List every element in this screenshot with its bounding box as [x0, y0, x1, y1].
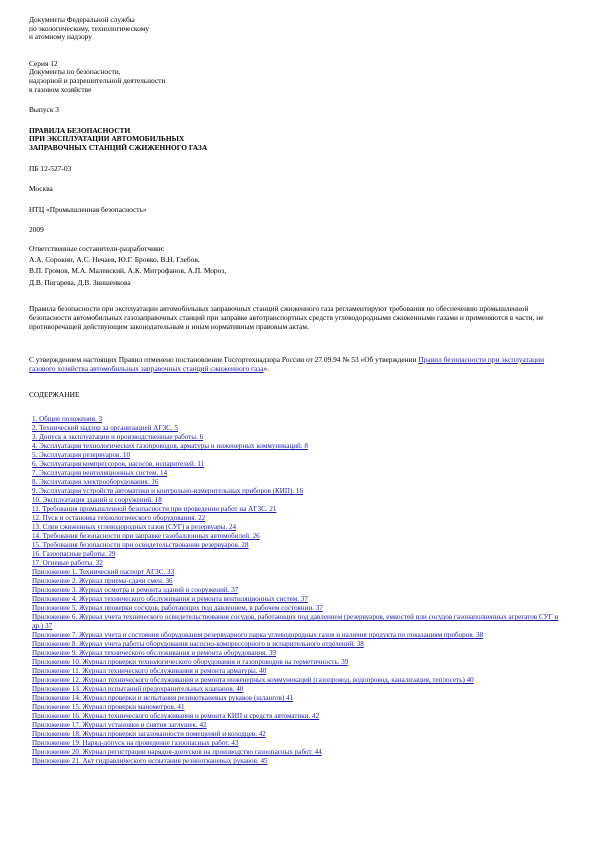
toc-link[interactable]: 6. Эксплуатация компрессоров, насосов, испарителей. 11 — [32, 460, 205, 469]
toc-link[interactable]: 8. Эксплуатация электрооборудования. 16 — [32, 478, 159, 487]
toc-link[interactable]: Приложение 21. Акт гидравлического испытания резинотканевых рукавов. 45 — [32, 757, 268, 766]
toc-link[interactable]: 3. Допуск к эксплуатации и производственные работы. 6 — [32, 433, 204, 442]
title-line: ЗАПРАВОЧНЫХ СТАНЦИЙ СЖИЖЕННОГО ГАЗА — [29, 142, 208, 152]
toc-link[interactable]: Приложение 6. Журнал учета технического освидетельствования сосудов, работающих под давлением (резервуаров, емкостей или сосудов газонаполненных агрегатов СУГ и др.) 37 — [32, 613, 559, 631]
toc-link[interactable]: Приложение 1. Технический паспорт АГЗС. 33 — [32, 568, 175, 577]
series-line: надзорной и разрешительной деятельности — [29, 75, 166, 85]
series-block — [29, 60, 569, 94]
table-of-contents — [29, 415, 569, 766]
authors-line: А.А. Сорокин, А.С. Нечаев, Ю.Г. Бровко, В.Н. Глебов, — [29, 254, 200, 264]
toc-link[interactable]: Приложение 9. Журнал технического обслуживания и ремонта оборудования. 39 — [32, 649, 276, 658]
toc-link[interactable]: Приложение 3. Журнал осмотра и ремонта зданий и сооружений. 37 — [32, 586, 239, 595]
org-line: Документы Федеральной службы — [29, 15, 135, 24]
authors-line: В.П. Громов, М.А. Малевский, А.К. Митрофанов, А.П. Мороз, — [29, 266, 227, 275]
toc-link[interactable]: Приложение 20. Журнал регистрации нарядов-допусков на производство газоопасных работ. 44 — [32, 748, 322, 757]
document-page — [29, 16, 569, 766]
series-line: в газовом хозяйстве — [29, 84, 92, 94]
document-title — [29, 127, 569, 153]
toc-link[interactable]: Приложение 10. Журнал проверки технологического оборудования и газопроводов на герметичность. 39 — [32, 658, 349, 667]
org-header — [29, 16, 569, 42]
toc-link[interactable]: Приложение 8. Журнал учета работы оборудования насосно-компрессорного и испарительного отделений. 38 — [32, 640, 364, 649]
org-line: по экологическому, технологическому — [29, 23, 150, 33]
toc-link[interactable]: Приложение 19. Наряд-допуск на проведение газоопасных работ. 43 — [32, 739, 239, 748]
approval-tail: ». — [263, 363, 270, 373]
toc-link[interactable]: Приложение 15. Журнал проверки манометров. 41 — [32, 703, 185, 712]
authors-line: Д.В. Пигарева, Д.В. Звишенкова — [29, 277, 131, 287]
toc-link[interactable]: Приложение 5. Журнал проверки сосудов, работающих под давлением, в рабочем состоянии. 37 — [32, 604, 323, 613]
toc-link[interactable]: 11. Требования промышленной безопасности при проведении работ на АГЗС. 21 — [32, 505, 277, 514]
toc-link[interactable]: Приложение 14. Журнал проверки и испытания резинотканевых рукавов (шлангов) 41 — [32, 694, 294, 703]
toc-link[interactable]: Приложение 2. Журнал приема-сдачи смен. 36 — [32, 577, 173, 586]
toc-link[interactable]: 16. Газоопасные работы. 29 — [32, 550, 116, 559]
toc-heading: СОДЕРЖАНИЕ — [29, 389, 80, 399]
toc-link[interactable]: Приложение 4. Журнал технического обслуживания и ремонта вентиляционных систем. 37 — [32, 595, 308, 604]
year: 2009 — [29, 225, 44, 235]
toc-link[interactable]: Приложение 11. Журнал технического обслуживания и ремонта арматуры. 40 — [32, 667, 267, 676]
toc-link[interactable]: 5. Эксплуатация резервуаров. 10 — [32, 451, 130, 460]
toc-link[interactable]: Приложение 13. Журнал испытаний предохранительных клапанов. 40 — [32, 685, 244, 694]
toc-link[interactable]: 4. Эксплуатация технологических газопроводов, арматуры и инженерных коммуникаций. 8 — [32, 442, 308, 451]
toc-link[interactable]: 17. Огневые работы. 32 — [32, 559, 103, 568]
toc-link[interactable]: Приложение 17. Журнал установки и снятия заглушек. 42 — [32, 721, 207, 730]
series-line: Документы по безопасности, — [29, 67, 121, 77]
title-line: ПРАВИЛА БЕЗОПАСНОСТИ — [29, 125, 131, 135]
toc-link[interactable]: 13. Слив сжиженных углеводородных газов (СУГ) в резервуары. 24 — [32, 523, 237, 532]
toc-link[interactable]: Приложение 16. Журнал технического обслуживания и ремонта КИП и средств автоматики. 42 — [32, 712, 320, 721]
toc-link[interactable]: 9. Эксплуатация устройств автоматики и контрольно-измерительных приборов (КИП). 16 — [32, 487, 304, 496]
authors-block — [29, 245, 569, 288]
approval-paragraph — [29, 356, 569, 373]
approval-text: С утверждением настоящих Правил отменено постановление Госгортехнадзора России от 27.09.94 № 53 «Об утверждении — [29, 354, 419, 364]
toc-link[interactable]: Приложение 7. Журнал учета и состояния оборудования резервуарного парка углеводородных газов и наличия продукта по показаниям приборов. 38 — [32, 631, 484, 640]
toc-link[interactable]: Приложение 18. Журнал проверки загазованности помещений и колодцев. 42 — [32, 730, 266, 739]
issue: Выпуск 3 — [29, 105, 59, 115]
toc-link[interactable]: 15. Требования безопасности при освидетельствовании резервуаров. 28 — [32, 541, 249, 550]
publisher: НТЦ «Промышленная безопасность» — [29, 204, 147, 214]
intro-paragraph: Правила безопасности при эксплуатации автомобильных заправочных станций сжиженного газа регламентируют требования по обеспечению промышленной безопасности автомобильных газозаправочных станций при заправке автотранспортных средств углеводородными сжиженными газами и применяются в части, не противоречащей действующим законодательным и иным нормативным правовым актам. — [29, 304, 544, 331]
toc-link[interactable]: 7. Эксплуатация вентиляционных систем. 14 — [32, 469, 168, 478]
toc-link[interactable]: 10. Эксплуатация зданий и сооружений. 18 — [32, 496, 162, 505]
series-label: Серия 12 — [29, 58, 58, 68]
document-code: ПБ 12-527-03 — [29, 163, 72, 173]
city: Москва — [29, 184, 53, 194]
toc-link[interactable]: 2. Технический надзор за организацией АГЗС. 5 — [32, 424, 178, 433]
toc-link[interactable]: Приложение 12. Журнал технического обслуживания и ремонта инженерных коммуникаций (газопровод, водопровод, канализация, теплосеть) 40 — [32, 676, 474, 685]
toc-link[interactable]: 1. Общие положения. 3 — [32, 415, 103, 424]
toc-link[interactable]: 12. Пуск и остановка технологического оборудования. 22 — [32, 514, 206, 523]
authors-heading: Ответственные составители-разработчики: — [29, 243, 165, 253]
approval-link[interactable]: Правил безопасности при эксплуатации газового хозяйства автомобильных заправочных станций сжиженного газа — [29, 354, 545, 373]
title-line: ПРИ ЭКСПЛУАТАЦИИ АВТОМОБИЛЬНЫХ — [29, 134, 185, 144]
org-line: и атомному надзору — [29, 32, 92, 42]
toc-link[interactable]: 14. Требования безопасности при заправке газобаллонных автомобилей. 26 — [32, 532, 260, 541]
